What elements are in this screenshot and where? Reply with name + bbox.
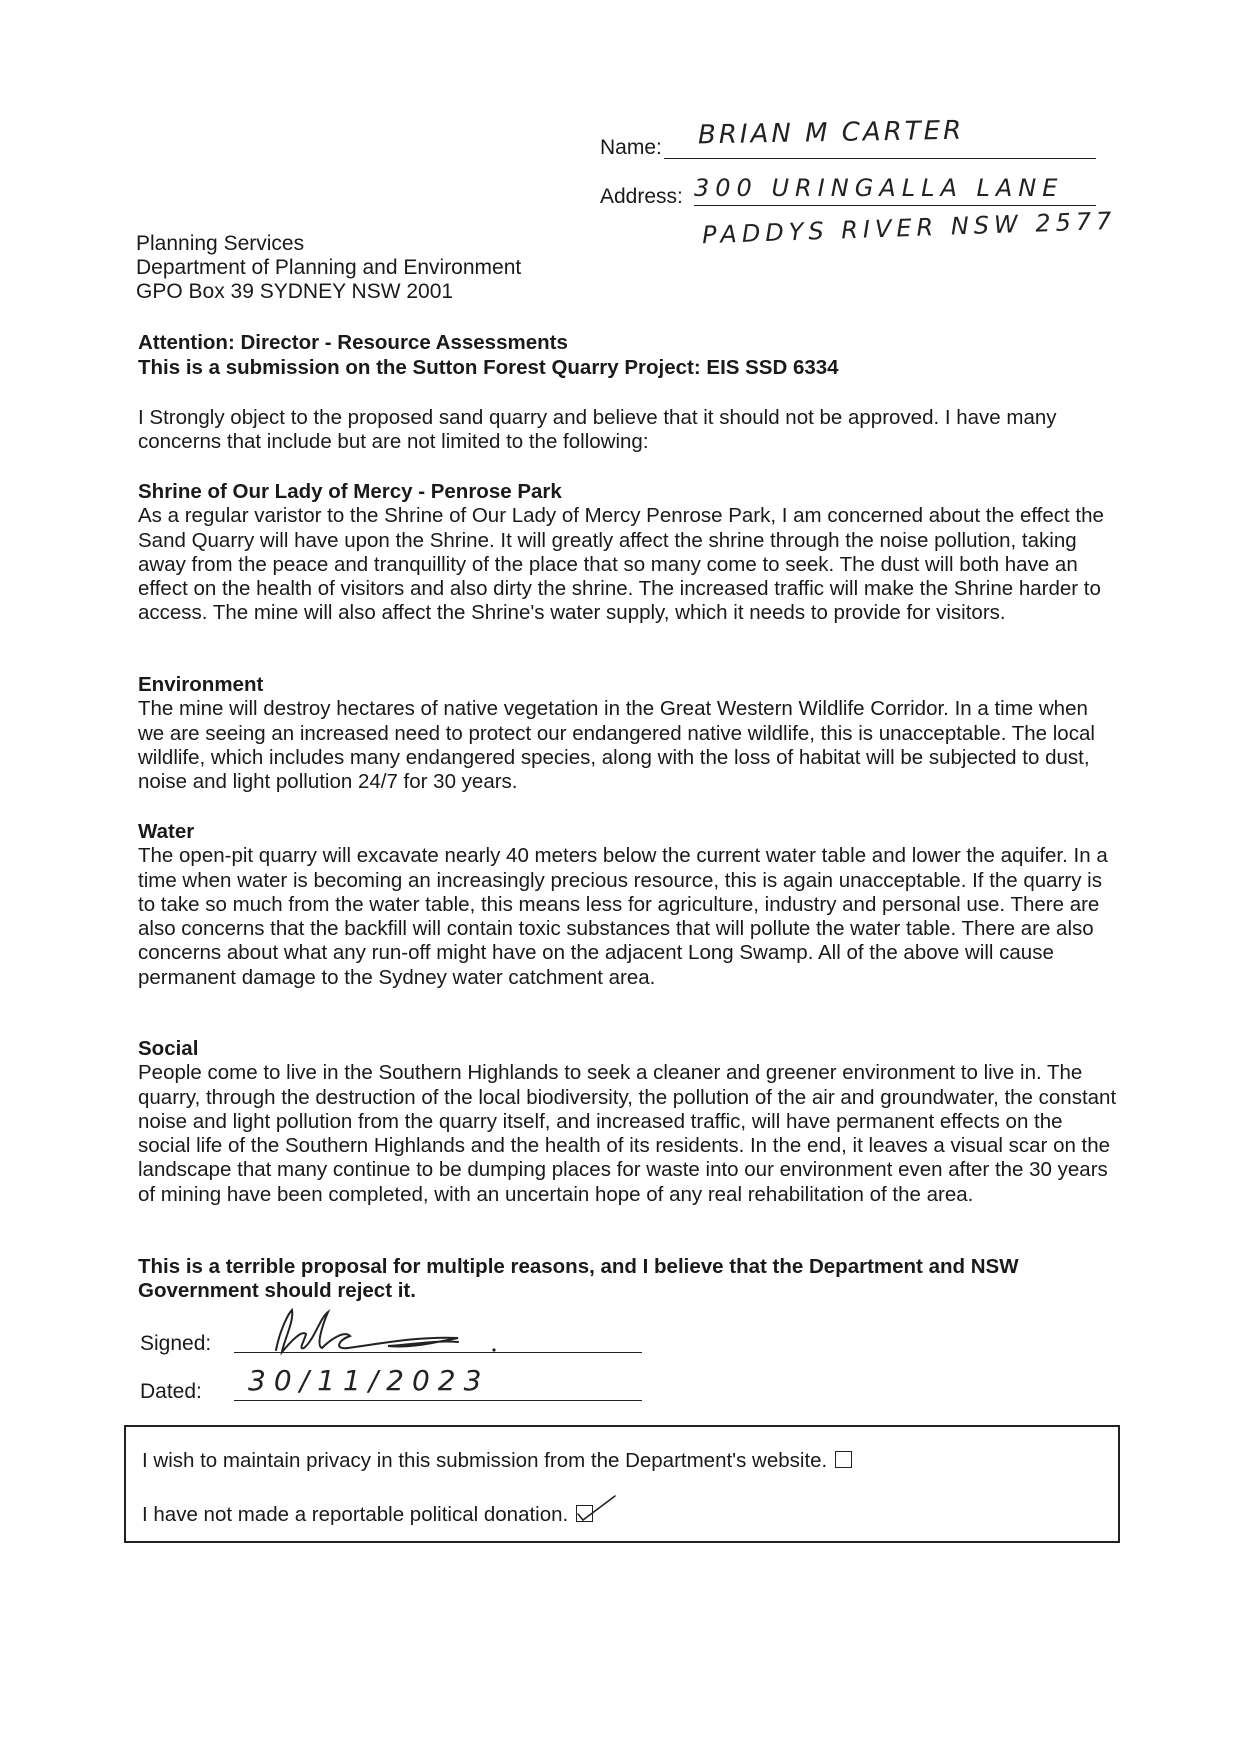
section-heading: Environment — [138, 673, 264, 696]
donation-checkbox[interactable] — [576, 1505, 593, 1522]
submission-line: This is a submission on the Sutton Forest Quarry Project: EIS SSD 6334 — [138, 356, 839, 379]
section-shrine — [138, 480, 1118, 626]
dated-underline — [234, 1400, 642, 1401]
conclusion-paragraph: This is a terrible proposal for multiple reasons, and I believe that the Department and NSW Government should reject it. — [138, 1255, 1019, 1303]
recipient-line-3: GPO Box 39 SYDNEY NSW 2001 — [136, 280, 454, 303]
subject-block — [138, 330, 1118, 380]
attention-line: Attention: Director - Resource Assessments — [138, 331, 568, 354]
section-social — [138, 1037, 1118, 1207]
name-underline — [664, 158, 1096, 159]
recipient-line-2: Department of Planning and Environment — [136, 256, 522, 279]
name-label: Name: — [600, 136, 662, 159]
date-value[interactable]: 30/11/2023 — [248, 1364, 490, 1397]
privacy-checkbox[interactable] — [835, 1451, 852, 1468]
section-heading: Shrine of Our Lady of Mercy - Penrose Park — [138, 480, 562, 503]
section-text: The mine will destroy hectares of native vegetation in the Great Western Wildlife Corridor. In a time when we are seeing an increased need to protect our endangered native wildlife, this is unacceptable. The local wildlife, which includes many endangered species, along with the loss of habitat will be subjected to dust, noise and light pollution 24/7 for 30 years. — [138, 697, 1095, 794]
address-line-2[interactable]: PADDYS RIVER NSW 2577 — [701, 206, 1117, 250]
address-line-1[interactable]: 300 URINGALLA LANE — [694, 174, 1064, 202]
section-water — [138, 820, 1118, 990]
signed-underline — [234, 1352, 642, 1353]
privacy-text: I wish to maintain privacy in this submission from the Department's website. — [142, 1449, 828, 1472]
address-label: Address: — [600, 185, 683, 208]
section-text: As a regular varistor to the Shrine of Our Lady of Mercy Penrose Park, I am concerned about the effect the Sand Quarry will have upon the Shrine. It will greatly affect the shrine through the noise pollution, taking away from the peace and tranquillity of the place that so many come to seek. The dust will both have an effect on the health of visitors and also dirty the shrine. The increased traffic will make the Shrine harder to access. The mine will also affect the Shrine's water supply, which it needs to provide for visitors. — [138, 504, 1104, 625]
check-mark-icon — [575, 1492, 619, 1522]
section-environment — [138, 673, 1118, 794]
section-text: People come to live in the Southern Highlands to seek a cleaner and greener environment to live in. The quarry, through the destruction of the local biodiversity, the pollution of the air and groundwater, the constant noise and light pollution from the quarry itself, and increased traffic, will have permanent effects on the social life of the Southern Highlands and the health of its residents. In the end, it leaves a visual scar on the landscape that many continue to be dumping places for waste into our environment even after the 30 years of mining have been completed, with an uncertain hope of any real rehabilitation of the area. — [138, 1061, 1117, 1206]
dated-label: Dated: — [140, 1380, 202, 1403]
intro-paragraph: I Strongly object to the proposed sand quarry and believe that it should not be approved. I have many concerns that include but are not limited to the following: — [138, 406, 1057, 454]
donation-declaration — [142, 1503, 593, 1527]
section-text: The open-pit quarry will excavate nearly 40 meters below the current water table and lower the aquifer. In a time when water is becoming an increasingly precious resource, this is again unacceptable. If the quarry is to take so much from the water table, this means less for agriculture, industry and personal use. There are also concerns that the backfill will contain toxic substances that will pollute the water table. There are also concerns about what any run-off might have on the adjacent Long Swamp. All of the above will cause permanent damage to the Sydney water catchment area. — [138, 844, 1108, 989]
donation-text: I have not made a reportable political donation. — [142, 1503, 569, 1526]
privacy-declaration — [142, 1449, 852, 1473]
declarations-box — [124, 1425, 1120, 1543]
address-underline — [694, 205, 1096, 206]
recipient-address — [136, 232, 521, 304]
signed-label: Signed: — [140, 1332, 212, 1355]
recipient-line-1: Planning Services — [136, 232, 305, 255]
name-value[interactable]: BRIAN M CARTER — [697, 115, 965, 151]
section-heading: Water — [138, 820, 195, 843]
section-heading: Social — [138, 1037, 199, 1060]
handwritten-signature — [258, 1300, 558, 1364]
